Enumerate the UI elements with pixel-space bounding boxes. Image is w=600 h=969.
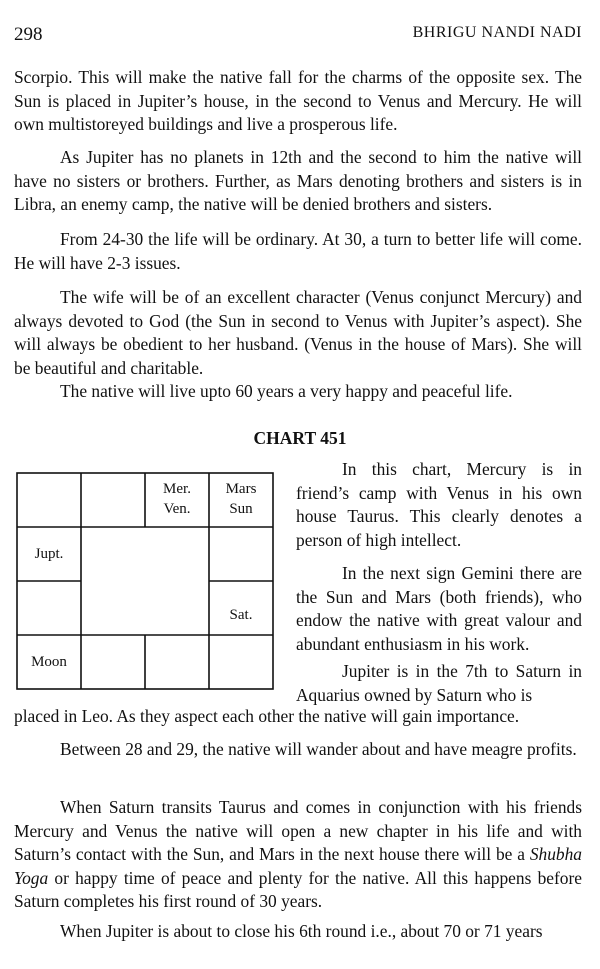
planet-label: Sun [229,501,253,517]
paragraph-1 [14,66,582,137]
side-paragraph-3 [296,660,582,707]
cell-aquarius [17,544,81,564]
page-header [14,24,582,48]
planet-label: Jupt. [34,546,64,562]
paragraph-text: From 24-30 the life will be ordinary. At 30, a turn to better life will come. He will have 2-3 issues. [14,229,582,273]
paragraph-text [14,796,582,914]
planet-label: Sat. [229,607,253,623]
side-paragraph-2 [296,562,582,656]
cell-gemini [209,479,273,519]
paragraph-2 [14,146,582,217]
paragraph-text: When Jupiter is about to close his 6th round i.e., about 70 or 71 years [60,921,543,941]
paragraph-text: As Jupiter has no planets in 12th and the second to him the native will have no sisters or brothers. Further, as Mars denoting brothers and sisters is in Libra, an enemy camp, the native will be denied brothers and sisters. [14,147,582,214]
paragraph-text: In the next sign Gemini there are the Sun and Mars (both friends), who endow the native with great valour and abundant enthusiasm in his work. [296,563,582,654]
paragraph-text: In this chart, Mercury is in friend’s camp with Venus in his own house Taurus. This clearly denotes a person of high intellect. [296,459,582,550]
paragraph-5 [14,380,582,404]
shubha-yoga-term: Shubha Yoga [14,844,582,888]
paragraph-text: The wife will be of an excellent character (Venus conjunct Mercury) and always devoted to God (the Sun in second to Venus with Jupiter’s aspect). She will always be obedient to her husband. (Venus in the house of Mars). She will be beautiful and charitable. [14,287,582,378]
paragraph-3 [14,228,582,275]
paragraph-9 [14,920,582,944]
cell-sagittarius [17,652,81,672]
paragraph-8 [14,796,582,914]
planet-label: Mars [225,481,257,497]
paragraph-text-part: When Saturn transits Taurus and comes in conjunction with his friends Mercury and Venus the native will open a new chapter in his life and with Saturn’s contact with the Sun, and Mars in the next house there will be a [14,797,582,864]
running-head: BHRIGU NANDI NADI [412,24,582,41]
paragraph-continuation [14,705,582,729]
paragraph-7 [14,738,582,762]
cell-taurus [145,479,209,519]
paragraph-text: Between 28 and 29, the native will wander about and have meagre profits. [60,739,577,759]
paragraph-text: placed in Leo. As they aspect each other the native will gain importance. [14,706,520,726]
paragraph-text-part: or happy time of peace and plenty for the native. All this happens before Saturn completes his first round of 30 years. [14,867,582,911]
planet-label: Mer. [163,481,191,497]
planet-label: Moon [31,654,67,670]
side-paragraph-1 [296,458,582,552]
cell-leo [209,605,273,625]
paragraph-text: Jupiter is in the 7th to Saturn in Aquarius owned by Saturn who is [296,661,582,705]
paragraph-4 [14,286,582,380]
chart-title: CHART 451 [253,428,347,448]
paragraph-text: The native will live upto 60 years a very happy and peaceful life. [60,381,513,401]
page-number: 298 [14,24,43,45]
paragraph-text: Scorpio. This will make the native fall for the charms of the opposite sex. The Sun is placed in Jupiter’s house, in the second to Venus and Mercury. He will own multistoreyed buildings and live a prosperous life. [14,67,582,134]
horoscope-chart [16,472,274,690]
planet-label: Ven. [163,501,191,517]
